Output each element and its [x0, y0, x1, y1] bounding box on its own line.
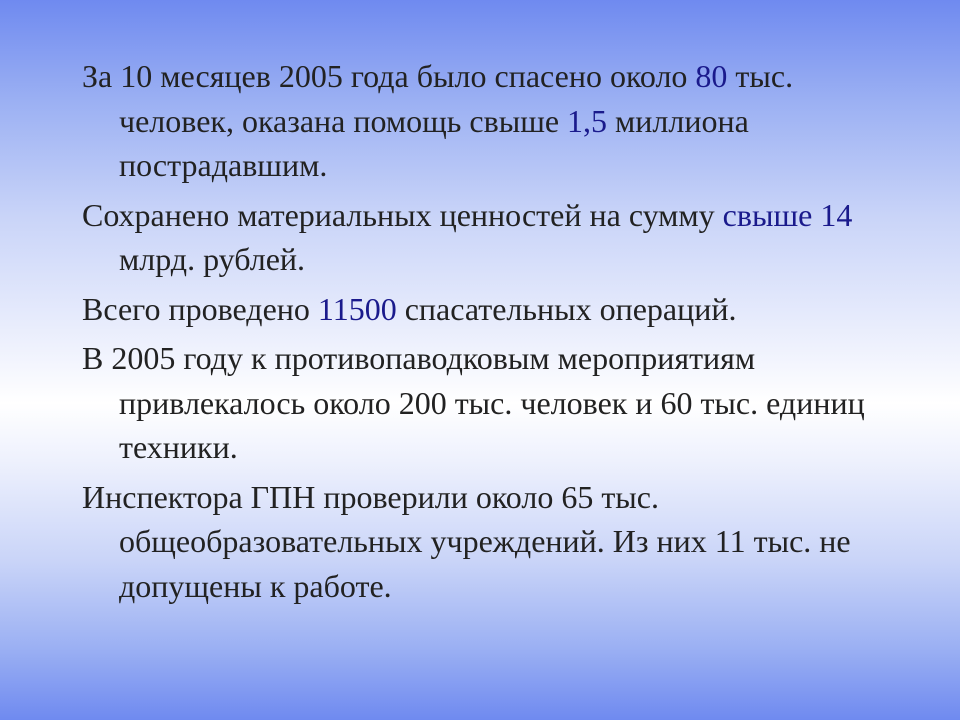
paragraph-text: спасательных операций. — [396, 290, 737, 327]
paragraph-text: Сохранено материальных ценностей на сумму — [82, 196, 723, 233]
paragraph-text: В 2005 году к противопаводковым мероприятиям привлекалось около 200 тыс. человек и 60 тыс. единиц техники. — [82, 340, 865, 465]
paragraph-saved-values — [82, 193, 882, 282]
paragraph-text: тыс. человек, оказана помощь свыше — [119, 58, 794, 139]
paragraph-rescued-people — [82, 54, 882, 188]
paragraph-text: Инспектора ГПН проверили около 65 тыс. общеобразовательных учреждений. Из них 11 тыс. не допущены к работе. — [82, 478, 851, 604]
paragraph-text: миллиона пострадавшим. — [119, 102, 749, 183]
paragraph-flood-measures — [82, 336, 882, 470]
paragraph-rescue-operations — [82, 287, 882, 332]
paragraph-text: млрд. рублей. — [119, 241, 306, 277]
paragraph-text: За 10 месяцев 2005 года было спасено около — [82, 58, 696, 94]
highlight-number: 80 — [695, 58, 728, 94]
paragraph-inspections — [82, 475, 882, 609]
slide-body — [82, 54, 882, 613]
highlight-number: 11500 — [317, 290, 397, 327]
highlight-number: свыше 14 — [722, 196, 853, 233]
highlight-number: 1,5 — [567, 102, 608, 139]
paragraph-text: Всего проведено — [82, 290, 318, 327]
